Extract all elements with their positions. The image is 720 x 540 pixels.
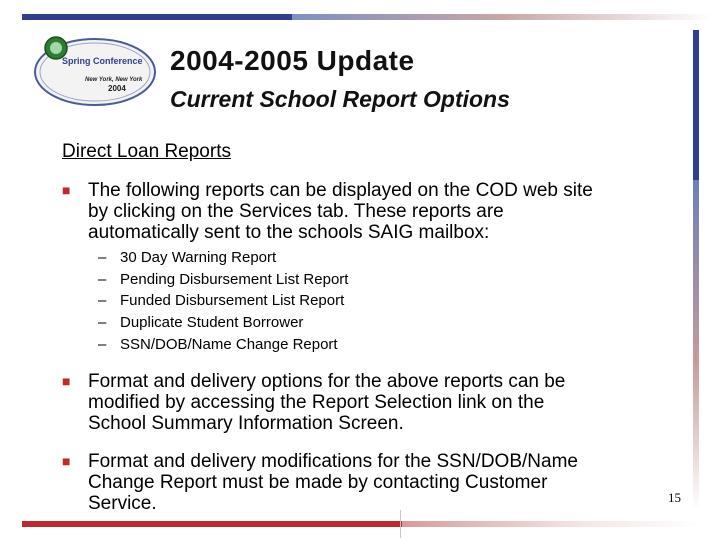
- bullet-line: The following reports can be displayed on the COD web site: [88, 180, 593, 201]
- logo-line1: Spring Conference: [62, 56, 143, 66]
- report-name: Funded Disbursement List Report: [120, 292, 345, 310]
- bullet-item: [62, 451, 668, 514]
- report-name: Pending Disbursement List Report: [120, 270, 349, 288]
- square-bullet-icon: ■: [62, 182, 71, 198]
- page-number: 15: [668, 490, 681, 505]
- section-heading: Direct Loan Reports: [62, 141, 231, 162]
- square-bullet-icon: ■: [62, 373, 71, 389]
- slide-subtitle: Current School Report Options: [170, 86, 510, 112]
- bottom-frame-bar-fade: [402, 521, 702, 527]
- bullet-line: automatically sent to the schools SAIG mailbox:: [88, 222, 490, 243]
- square-bullet-icon: ■: [62, 453, 71, 469]
- bottom-frame-bar: [22, 521, 402, 527]
- bullet-line: Change Report must be made by contacting Customer: [88, 472, 548, 493]
- divider-tick: [400, 510, 401, 538]
- logo-line3: 2004: [108, 84, 126, 93]
- bullet-line: modified by accessing the Report Selection link on the: [88, 392, 545, 413]
- slide-title: 2004-2005 Update: [170, 45, 415, 76]
- report-name: Duplicate Student Borrower: [120, 314, 304, 332]
- bullet-line: Service.: [88, 493, 157, 514]
- right-frame-bar: [693, 30, 699, 180]
- conference-logo: [30, 30, 160, 110]
- report-name: SSN/DOB/Name Change Report: [120, 335, 338, 353]
- bullet-line: Format and delivery options for the above reports can be: [88, 371, 566, 392]
- bullet-line: by clicking on the Services tab. These reports are: [88, 201, 504, 222]
- top-frame-bar-fade: [292, 14, 712, 20]
- bullet-item: [62, 371, 668, 434]
- logo-line2: New York, New York: [85, 77, 143, 83]
- right-frame-bar-fade: [693, 180, 699, 510]
- bullet-item: [62, 180, 668, 243]
- bullet-line: Format and delivery modifications for the SSN/DOB/Name: [88, 451, 578, 472]
- report-name: 30 Day Warning Report: [120, 249, 277, 266]
- bullet-line: School Summary Information Screen.: [88, 413, 404, 434]
- top-frame-bar: [22, 14, 292, 20]
